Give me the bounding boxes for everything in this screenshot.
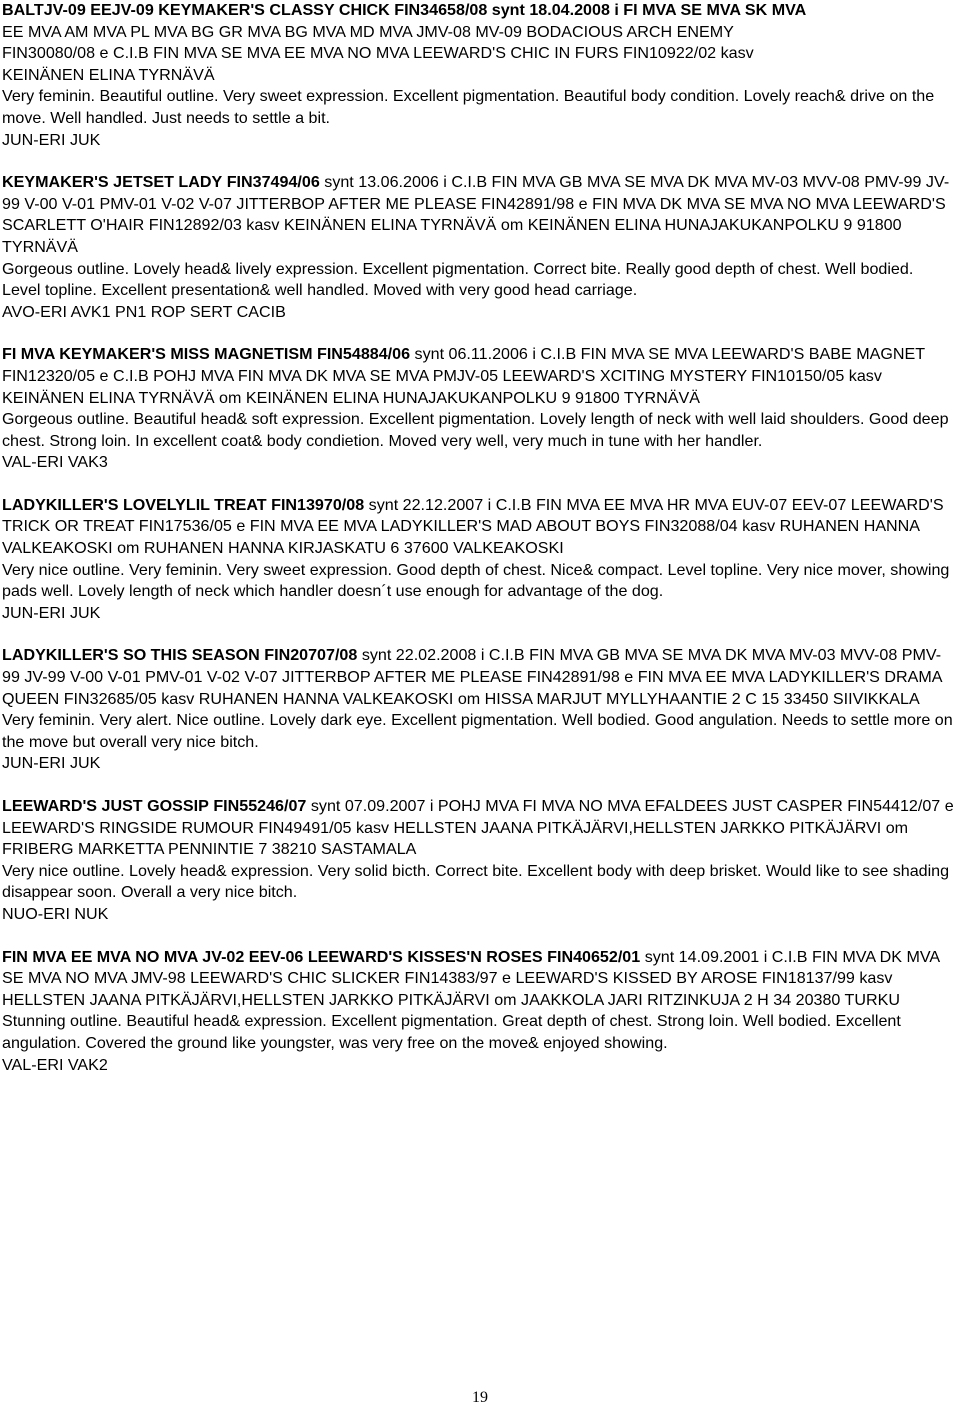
critique: Stunning outline. Beautiful head& expression. Excellent pigmentation. Great depth of chest. Strong loin. Well bodied. Excellent angulation. Covered the ground like youngster, was very free on the move& enjoyed showing.	[2, 1012, 901, 1052]
top-line-2: EE MVA AM MVA PL MVA BG GR MVA BG MVA MD MVA JMV-08 MV-09 BODACIOUS ARCH ENEMY	[2, 22, 734, 41]
registration-number: FIN40652/01	[547, 947, 641, 966]
registration-number: FIN13970/08	[271, 495, 365, 514]
registration-number: FIN37494/06	[226, 173, 320, 192]
pedigree-line	[2, 796, 956, 861]
entry	[2, 172, 956, 323]
pedigree-line	[2, 172, 956, 258]
pedigree: synt 22.02.2008 i C.I.B FIN MVA GB MVA SE MVA DK MVA MV-03 MVV-08 PMV-99 JV-99 V-00 V-01 PMV-01 V-02 V-07 JITTERBOP AFTER ME PLEASE FIN42891/98 e FIN MVA EE MVA LADYKILLER'S DRAMA QUEEN FIN32685/05 kasv RUHANEN HANNA VALKEAKOSKI om HISSA MARJUT MYLLYHAANTIE 2 C 15 33450 SIIVIKKALA	[2, 646, 942, 708]
critique: Very nice outline. Very feminin. Very sweet expression. Good depth of chest. Nice& compact. Level topline. Very nice mover, showing pads well. Lovely length of neck which handler doesn´t use enough for advantage of the dog.	[2, 560, 950, 601]
registration-number: FIN20707/08	[264, 646, 358, 665]
pedigree: synt 22.12.2007 i C.I.B FIN MVA EE MVA HR MVA EUV-07 EEV-07 LEEWARD'S TRICK OR TREAT FIN17536/05 e FIN MVA EE MVA LADYKILLER'S MAD ABOUT BOYS FIN32088/04 kasv RUHANEN HANNA VALKEAKOSKI om RUHANEN HANNA KIRJASKATU 6 37600 VALKEAKOSKI	[2, 495, 944, 558]
dog-name: LADYKILLER'S LOVELYLIL TREAT	[2, 495, 267, 514]
pedigree-line	[2, 645, 956, 710]
top-line-4: KEINÄNEN ELINA TYRNÄVÄ	[2, 65, 215, 84]
pedigree: synt 07.09.2007 i POHJ MVA FI MVA NO MVA EFALDEES JUST CASPER FIN54412/07 e LEEWARD'S RINGSIDE RUMOUR FIN49491/05 kasv HELLSTEN JAANA PITKÄJÄRVI,HELLSTEN JARKKO PITKÄJÄRVI om FRIBERG MARKETTA PENNINTIE 7 38210 SASTAMALA	[2, 797, 954, 859]
critique: Gorgeous outline. Lovely head& lively expression. Excellent pigmentation. Correct bite. Really good depth of chest. Well bodied. Level topline. Excellent presentation& well handled. Moved with very good head carriage.	[2, 259, 914, 300]
entry	[2, 344, 956, 474]
grade: JUN-ERI JUK	[2, 603, 101, 622]
pedigree-line	[2, 344, 956, 409]
grade: AVO-ERI AVK1 PN1 ROP SERT CACIB	[2, 302, 286, 321]
pedigree-line	[2, 947, 956, 1012]
critique: Very nice outline. Lovely head& expression. Very solid bicth. Correct bite. Excellent body with deep brisket. Would like to see shading disappear soon. Overall a very nice bitch.	[2, 861, 950, 902]
grade: JUN-ERI JUK	[2, 754, 101, 773]
pedigree: synt 13.06.2006 i C.I.B FIN MVA GB MVA SE MVA DK MVA MV-03 MVV-08 PMV-99 JV-99 V-00 V-01 PMV-01 V-02 V-07 JITTERBOP AFTER ME PLEASE FIN42891/98 e FIN MVA DK MVA SE MVA NO MVA LEEWARD'S SCARLETT O'HAIR FIN12892/03 kasv KEINÄNEN ELINA TYRNÄVÄ om KEINÄNEN ELINA HUNAJAKUKANPOLKU 9 91800 TYRNÄVÄ	[2, 173, 950, 256]
grade: NUO-ERI NUK	[2, 904, 109, 923]
registration-number: FIN54884/06	[317, 345, 411, 364]
grade: JUN-ERI JUK	[2, 130, 101, 149]
entry	[2, 796, 956, 926]
entry	[2, 495, 956, 625]
page-number: 19	[472, 1389, 488, 1406]
pedigree: synt 06.11.2006 i C.I.B FIN MVA SE MVA LEEWARD'S BABE MAGNET FIN12320/05 e C.I.B POHJ MVA FIN MVA DK MVA SE MVA PMJV-05 LEEWARD'S XCITING MYSTERY FIN10150/05 kasv KEINÄNEN ELINA TYRNÄVÄ om KEINÄNEN ELINA HUNAJAKUKANPOLKU 9 91800 TYRNÄVÄ	[2, 345, 925, 407]
top-line-3: FIN30080/08 e C.I.B FIN MVA SE MVA EE MVA NO MVA LEEWARD'S CHIC IN FURS FIN10922/02 kasv	[2, 44, 754, 63]
dog-name: LADYKILLER'S SO THIS SEASON	[2, 646, 260, 665]
dog-name: FIN MVA EE MVA NO MVA JV-02 EEV-06 LEEWARD'S KISSES'N ROSES	[2, 947, 543, 966]
pedigree: synt 14.09.2001 i C.I.B FIN MVA DK MVA SE MVA NO MVA JMV-98 LEEWARD'S CHIC SLICKER FIN14383/97 e LEEWARD'S KISSED BY AROSE FIN18137/99 kasv HELLSTEN JAANA PITKÄJÄRVI,HELLSTEN JARKKO PITKÄJÄRVI om JAAKKOLA JARI RITZINKUJA 2 H 34 20380 TURKU	[2, 947, 940, 1009]
grade: VAL-ERI VAK3	[2, 453, 108, 472]
dog-name: KEYMAKER'S JETSET LADY	[2, 173, 223, 192]
critique: Gorgeous outline. Beautiful head& soft expression. Excellent pigmentation. Lovely length of neck with well laid shoulders. Good deep chest. Strong loin. In excellent coat& body condietion. Moved very well, very much in tune with her handler.	[2, 410, 949, 450]
pedigree-line	[2, 495, 956, 560]
entry	[2, 947, 956, 1077]
entry-top	[2, 0, 956, 151]
top-line-1: BALTJV-09 EEJV-09 KEYMAKER'S CLASSY CHICK FIN34658/08 synt 18.04.2008 i FI MVA SE MVA SK MVA	[2, 1, 807, 19]
critique: Very feminin. Very alert. Nice outline. Lovely dark eye. Excellent pigmentation. Well bodied. Good angulation. Needs to settle more on the move but overall very nice bitch.	[2, 711, 953, 751]
grade: VAL-ERI VAK2	[2, 1055, 108, 1074]
registration-number: FIN55246/07	[213, 797, 307, 815]
critique: Very feminin. Beautiful outline. Very sweet expression. Excellent pigmentation. Beautiful body condition. Lovely reach& drive on the move. Well handled. Just needs to settle a bit.	[2, 87, 935, 127]
entry	[2, 645, 956, 775]
dog-name: FI MVA KEYMAKER'S MISS MAGNETISM	[2, 345, 313, 364]
dog-name: LEEWARD'S JUST GOSSIP	[2, 797, 209, 815]
